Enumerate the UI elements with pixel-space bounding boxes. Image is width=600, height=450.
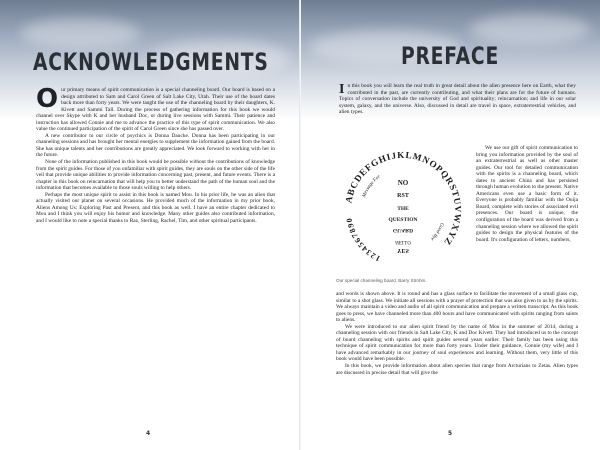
paragraph: and words is shown above. It is round and has a glass surface to facilitate the movement of a small glass cup, similar to a shot glass. We initiate all sessions with a prayer of protection that was also given to us by the spirits. We always maintain a video and audio of all spirit communication and prepare a written transcript. As this book goes to press, we have channeled more than 400 hours and have communicated with spirits ranging from saints to aliens.	[336, 291, 579, 324]
board-word-no: NO	[397, 179, 409, 187]
drop-cap: O	[36, 84, 59, 114]
paragraph: None of the information published in this book would be possible without the contributions of knowledge from the spirit guides. For those of you unfamiliar with spirit guides, they are souls on the other side of the life veil that provide unique abilities to provide information concerning past, present, and future events. There is a chapter in this book on reincarnation that will help you to better understand the path of the human soul and the information that becomes available to those souls willing to help others.	[36, 159, 275, 192]
preface-column	[476, 145, 578, 243]
board-word-yes: YES	[397, 247, 409, 253]
paragraph: Perhaps the most unique spirit to assist in this book is named Mou. In his prior life, he was an alien that actually visited our planet on several occasions. He provided much of the information in my prior book, Aliens Among Us: Exploring Past and Present, and this book as well. I have an entire chapter dedicated to Mou and I think you will enjoy his humor and knowledge. Many other guides also contributed information, and I would like to note a special thanks to Raz, Sterling, Rachel, Tim, and other spiritual participants.	[36, 191, 275, 224]
board-word-rst: RST	[397, 193, 409, 199]
page-number: 4	[146, 430, 151, 437]
paragraph: We use our gift of spirit communication to bring you information provided by the soul of an extraterrestrial as well as other master guides. Our tool for detailed communication with the spirits is a channeling board, which dates to ancient China and has persisted through human evolution to the present. Native Americans even use a basic form of it. Everyone is probably familiar with the Ouija Board, complete with stories of associated evil presences. Our board is unique, the configuration of the board was derived from a channeling session where we allowed the spirit guides to design the physical features of the board. It's configuration of letters, numbers,	[476, 145, 578, 243]
channeling-board-figure	[336, 145, 470, 275]
board-word-guard: GUARD	[392, 227, 414, 233]
board-number-ring: 1234567890	[344, 216, 382, 264]
paragraph: We were introduced to our alien spirit friend by the name of Mou in the summer of 2014, during a channeling session with our friends in Salt Lake City, K and Doc Kivett. They had introduced us to the concept of board channeling with spirits and spirit guides several years earlier. Their family has been using this technique of spirit communication for more than forty years. Under their guidance, Connie (my wife) and I have advanced remarkably in our journey of soul experiences and learning. Without them, very little of this book would have been possible.	[336, 323, 578, 363]
page-title-acknowledgments: ACKNOWLEDGMENTS	[33, 48, 269, 76]
right-page	[300, 0, 600, 450]
paragraph: n this book you will learn the real truth in great detail about the alien presence here on Earth, what they contributed in the past, are currently contributing, and what their plans are for the future of humans. Topics of conversation include the university of God and spirituality; reincarnation; and life in our solar system, galaxy, and the universe. Also, discussed in detail are travel in space, extraterrestrial vehicles, and alien types.	[339, 83, 576, 116]
board-word-question: QUESTION	[388, 217, 418, 223]
acknowledgments-body	[36, 84, 275, 224]
drop-cap: I	[339, 82, 345, 97]
book-gutter	[299, 0, 301, 450]
board-goodbye: Good Bye	[429, 221, 444, 242]
board-word-hello: HELLO	[395, 239, 411, 244]
figure-caption: Our special channeling board. Barry Strohm.	[336, 278, 427, 283]
board-letter-ring: ABCDEFGHIJKLMNOPQRSTUVWXYZ	[343, 149, 464, 248]
paragraph: In this book, we provide information about alien species that range from Arcturians to Zetas. Alien types are discussed in precise detail that will give the	[336, 363, 578, 376]
preface-intro	[339, 83, 576, 116]
preface-body	[336, 291, 578, 376]
paragraph: ur primary means of spirit communication is a special channeling board. Our board is based on a design attributed to Sam and Carol Green of Salt Lake City, Utah. Their use of the board dates back more than forty years. We were taught the use of the channeling board by their daughters, K. Kivett and Sammi Tall. During the process of gathering information for this book we would channel over Skype with K and her husband Doc, or during live sessions with Sammi. Their patience and instruction has allowed Connie and me to advance the practice of this type of spirit communication. We also value the continued participation of the spirit of Carol Green since she has passed over.	[36, 87, 275, 133]
board-word-the: THE	[397, 206, 409, 212]
board-message-for: Message For	[362, 174, 382, 199]
paragraph: A new contributor to our circle of psychics is Donna Daucke. Donna has been participating in our channeling sessions and has brought her mental energies to supplement the information gained from the board. She has unique talents and her contributions are greatly appreciated. We look forward to working with her in the future.	[36, 132, 275, 159]
page-title-preface: PREFACE	[400, 42, 500, 70]
page-number: 5	[448, 430, 453, 437]
